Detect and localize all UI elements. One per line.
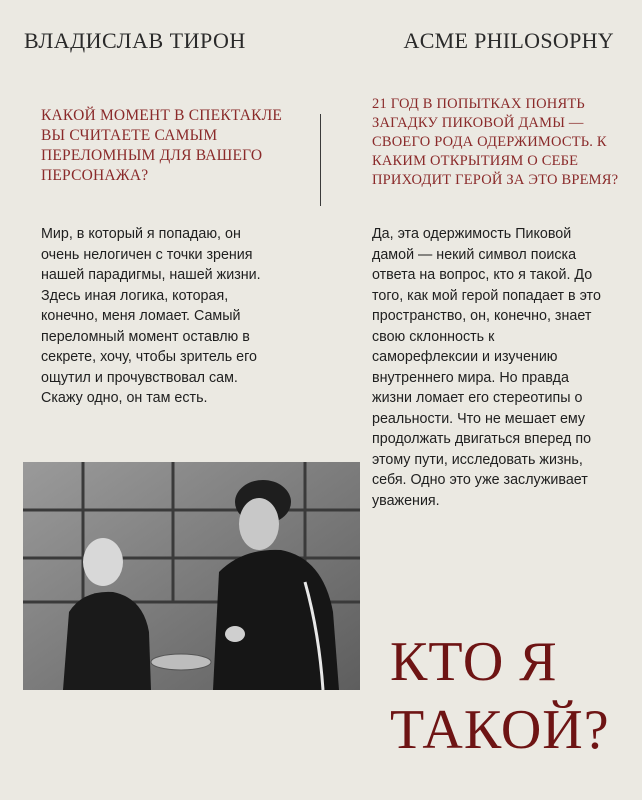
article-title bbox=[390, 628, 630, 764]
right-question: 21 ГОД В ПОПЫТКАХ ПОНЯТЬ ЗАГАДКУ ПИКОВОЙ ДАМЫ — СВОЕГО РОДА ОДЕРЖИМОСТЬ. К КАКИМ ОТКРЫТИЯМ О СЕБЕ ПРИХОДИТ ГЕРОЙ ЗА ЭТО ВРЕМЯ? bbox=[372, 96, 619, 188]
author-name: ВЛАДИСЛАВ ТИРОН bbox=[24, 28, 246, 53]
brand-name: ACME PHILOSOPHY bbox=[403, 28, 614, 53]
column-divider bbox=[320, 114, 321, 206]
right-answer: Да, эта одержимость Пиковой дамой — некий символ поиска ответа на вопрос, кто я такой. До того, как мой герой попадает в это пространство, он, конечно, знает свою склонность к саморефлексии и изучению внутреннего мира. Но правда жизни ломает его стереотипы о реальности. Что не мешает ему продолжать двигаться вперед по этому пути, исследовать жизнь, себя. Одно это уже заслуживает уважения. bbox=[372, 226, 601, 509]
stage-photo bbox=[23, 462, 360, 690]
left-question: КАКОЙ МОМЕНТ В СПЕКТАКЛЕ ВЫ СЧИТАЕТЕ САМЫМ ПЕРЕЛОМНЫМ ДЛЯ ВАШЕГО ПЕРСОНАЖА? bbox=[41, 107, 283, 184]
bowl bbox=[151, 654, 211, 670]
stage-photo-illustration bbox=[23, 462, 360, 690]
left-answer: Мир, в который я попадаю, он очень нелогичен с точки зрения нашей парадигмы, нашей жизни. Здесь иная логика, которая, конечно, меня ломает. Самый переломный момент оставлю в секрете, хочу, чтобы зритель его ощутил и прочувствовал сам. Скажу одно, он там есть. bbox=[41, 226, 261, 406]
article-title-line-1: КТО Я bbox=[390, 631, 558, 693]
article-title-line-2: ТАКОЙ? bbox=[390, 699, 610, 761]
